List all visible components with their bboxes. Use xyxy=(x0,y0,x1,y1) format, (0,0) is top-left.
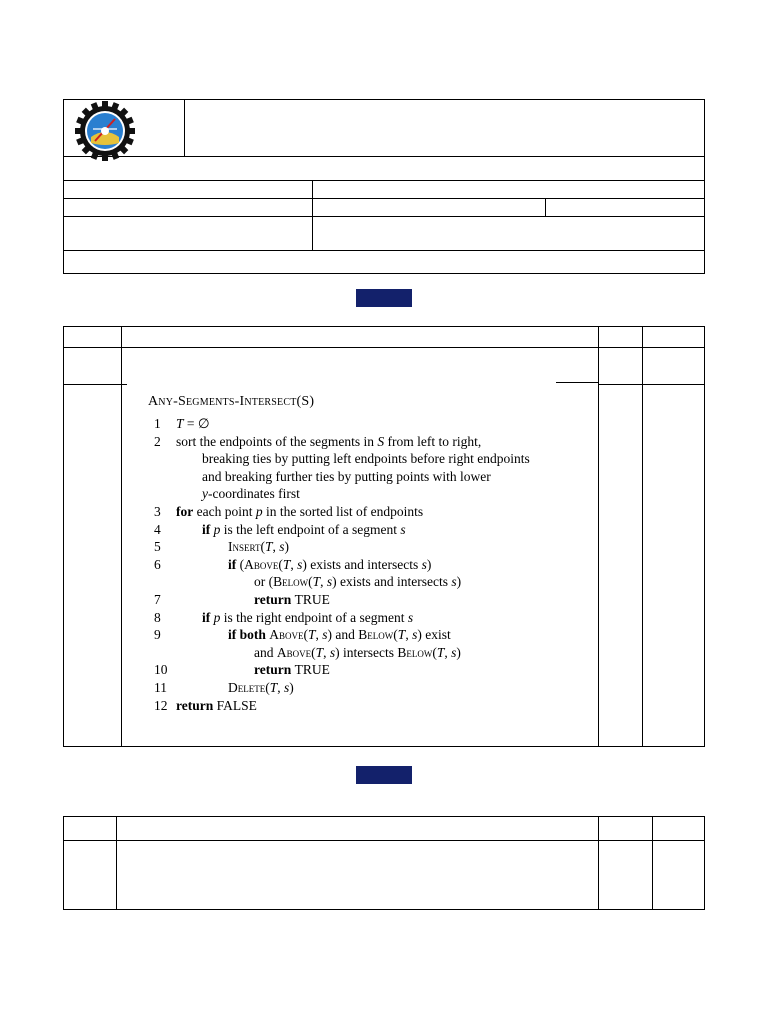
line-text: return FALSE xyxy=(176,697,257,713)
algorithm-line xyxy=(148,679,294,696)
line-number: 9 xyxy=(154,627,161,643)
line-number: 11 xyxy=(154,680,167,695)
algorithm-line xyxy=(148,538,289,555)
line-text: if (Above(T, s) exists and intersects s) xyxy=(228,556,432,572)
header-col-line-1 xyxy=(312,180,313,250)
algorithm-table-col-line-3 xyxy=(642,326,643,747)
bottom-table xyxy=(63,816,705,910)
university-gear-emblem-icon xyxy=(71,101,139,161)
line-text: if p is the left endpoint of a segment s xyxy=(202,521,406,537)
algorithm-line xyxy=(148,591,330,608)
line-text: Insert(T, s) xyxy=(228,539,289,555)
line-number: 8 xyxy=(154,609,161,625)
algorithm-line xyxy=(148,503,424,520)
line-text: sort the endpoints of the segments in S from left to right, xyxy=(176,433,482,449)
algorithm-table-image-edge-right xyxy=(556,382,598,383)
header-title xyxy=(190,120,700,140)
algorithm-line xyxy=(148,697,257,714)
algorithm-line xyxy=(148,661,330,678)
header-col-line-2 xyxy=(545,198,546,216)
section-badge xyxy=(356,289,412,307)
line-number: 2 xyxy=(154,433,161,449)
header-row-line-3 xyxy=(63,198,705,199)
line-text: if both Above(T, s) and Below(T, s) exist xyxy=(228,627,451,643)
bottom-table-col-line-2 xyxy=(598,816,599,910)
algorithm-line xyxy=(148,556,432,573)
algorithm-line xyxy=(148,450,530,467)
algorithm-line xyxy=(148,415,210,432)
line-text: return TRUE xyxy=(254,592,330,607)
line-number: 1 xyxy=(154,416,161,431)
line-number: 7 xyxy=(154,592,161,607)
algorithm-line xyxy=(148,626,451,643)
line-number: 5 xyxy=(154,539,161,555)
line-text: breaking ties by putting left endpoints before right endpoints xyxy=(202,451,530,467)
algorithm-table-col-line-2 xyxy=(598,326,599,747)
line-number: 10 xyxy=(154,662,168,678)
line-text: return TRUE xyxy=(254,662,330,678)
bottom-table-col-line-1 xyxy=(116,816,117,910)
line-text: y-coordinates first xyxy=(202,486,300,502)
bottom-table-header-line xyxy=(63,840,705,841)
algorithm-title: Any-Segments-Intersect(S) xyxy=(148,394,315,409)
line-text: and breaking further ties by putting points with lower xyxy=(202,468,491,484)
algorithm-table-col-line-1 xyxy=(121,326,122,747)
line-number: 4 xyxy=(154,521,161,537)
bottom-table-col-line-3 xyxy=(652,816,653,910)
line-text: for each point p in the sorted list of endpoints xyxy=(176,504,424,519)
algorithm-line xyxy=(148,573,462,590)
header-row-line-5 xyxy=(63,250,705,251)
line-text: or (Below(T, s) exists and intersects s) xyxy=(254,574,462,590)
algorithm-table-row-line-right xyxy=(598,384,705,385)
line-number: 12 xyxy=(154,697,168,713)
header-row-line-1 xyxy=(63,156,705,157)
algorithm-line xyxy=(148,485,300,502)
line-text: if p is the right endpoint of a segment s xyxy=(202,609,414,625)
section-badge xyxy=(356,766,412,784)
line-number: 6 xyxy=(154,556,161,572)
header-row-line-2 xyxy=(63,180,705,181)
line-number: 3 xyxy=(154,504,161,519)
line-text: T = ∅ xyxy=(176,416,210,431)
algorithm-table-row-line-left xyxy=(63,384,121,385)
algorithm-line xyxy=(148,644,461,661)
algorithm-table-header-line xyxy=(63,347,705,348)
algorithm-line xyxy=(148,433,482,450)
header-row-line-4 xyxy=(63,216,705,217)
line-text: Delete(T, s) xyxy=(228,680,294,695)
algorithm-line xyxy=(148,521,406,538)
algorithm-line xyxy=(148,609,414,626)
line-text: and Above(T, s) intersects Below(T, s) xyxy=(254,644,461,660)
algorithm-line xyxy=(148,468,491,485)
logo-cell-divider xyxy=(184,99,185,156)
